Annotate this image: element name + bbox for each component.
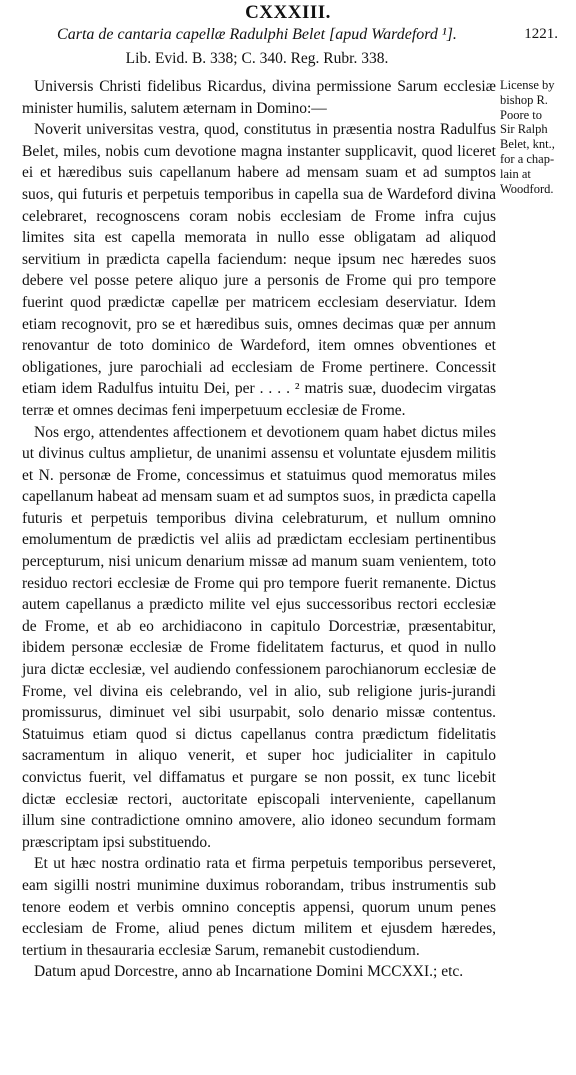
margin-note-line: Sir Ralph — [500, 122, 548, 137]
paragraph-dating: Datum apud Dorcestre, anno ab Incarnatione Domini MCCXXI.; etc. — [34, 963, 464, 981]
margin-note-line: Woodford. — [500, 181, 554, 196]
margin-note-line: lain at — [500, 166, 531, 181]
charter-source: Lib. Evid. B. 338; C. 340. Reg. Rubr. 338. — [125, 50, 389, 67]
paragraph-petition: Noverit universitas vestra, quod, constitutus in præsentia nostra Radulfus Belet, miles, nobis cum devotione magna instanter supplicavit, quod liceret ei et hæredibus suis capellanum habere ad mensam suam et ad sumptos suos, qui futuris et perpetuis temporibus in capella sua de Wardeford divina celebraret, recognoscens coram nobis ecclesiam de Frome infra cujus limites sita est capella memorata in nullo esse obligatam ad aliquod servitium in prædicta capella faciendum: neque ipsum nec hæredes suos debere vel posse petere aliquo jure a personis de Frome qui pro tempore fuerint quod prædictæ capellæ per matricem ecclesiam deserviatur. Idem etiam recognovit, pro se et hæredibus suis, omnes decimas quæ per annum renovantur de toto dominico de Wardeford, item omnes obventiones et obligationes, jure parochiali ad ecclesiam de Frome pertinere. Concessit etiam idem Radulfus intuitu Dei, per . . . . ² matris suæ, duodecim virgatas terræ et omnes decimas feni imperpetuum ecclesiæ de Frome. — [22, 121, 496, 419]
margin-note-line: License by — [500, 78, 555, 92]
margin-note-line: for a chap- — [500, 151, 555, 166]
margin-note-line: Poore to — [500, 107, 543, 122]
paragraph-ordinance: Nos ergo, attendentes affectionem et devotionem quam habet dictus miles ut divinus cultus amplietur, de unanimi assensu et voluntate ejusdem militis et N. personæ de Frome, concessimus et statuimus quod memoratus miles capellanum habeat ad mensam suam et ad sumptos suos, in prædicta capella futuris et perpetuis temporibus divina celebraturum, et nullum omnino emolumentum de prædictis vel aliis ad prædictam ecclesiam pertinentibus percepturum, nisi unicum denarium missæ ad manum suam venientem, toto residuo rectori ecclesiæ de Frome qui pro tempore fuerit remanente. Dictus autem capellanus a prædicto milite vel ejus successoribus rectori ecclesiæ de Frome, et ab eo archidiacono in capitulo Dorcestriæ, præsentabitur, ibidem personæ ecclesiæ de Frome fidelitatem facturus, et quod in nullo jura dictæ ecclesiæ, vel audiendo confessionem parochianorum ecclesiæ de Frome, vel divina eis celebrando, vel in alio, sub religione juris-jurandi promissurus, diminuet vel sibi usurpabit, solo denario missæ contentus. Statuimus etiam quod si dictus capellanus contra prædictum fidelitatis sacramentum in aliquo venerit, et super hoc judicialiter in capitulo convictus fuerit, vel diffamatus et purgare se non possit, ex tunc licebit dictæ ecclesiæ rectori, auctoritate episcopali interveniente, capellanum illum sine contradictione omnino amovere, alio idoneo secundum formam præscriptam ipsi substituendo. — [22, 423, 496, 851]
charter-year: 1221. — [524, 26, 558, 42]
charter-title: Carta de cantaria capellæ Radulphi Belet [apud Wardeford ¹]. — [57, 26, 457, 43]
charter-body — [22, 76, 496, 983]
paragraph-salutation: Universis Christi fidelibus Ricardus, divina permissione Sarum ecclesiæ minister humilis, salutem æternam in Domino:— — [22, 78, 496, 117]
margin-note-line: bishop R. — [500, 92, 548, 107]
margin-note — [500, 78, 574, 196]
charter-number: CXXXIII. — [245, 2, 331, 23]
paragraph-sealing: Et ut hæc nostra ordinatio rata et firma perpetuis temporibus perseveret, eam sigilli nostri munimine duximus roborandam, tribus instrumentis sub tenore eodem et verbis omnino conceptis appensi, quorum unum penes ecclesiam de Frome, aliud penes dictum militem et ejusdem hæredes, tertium in thesauraria ecclesiæ Sarum, remanebit custodiendum. — [22, 855, 496, 959]
margin-note-line: Belet, knt., — [500, 137, 555, 152]
